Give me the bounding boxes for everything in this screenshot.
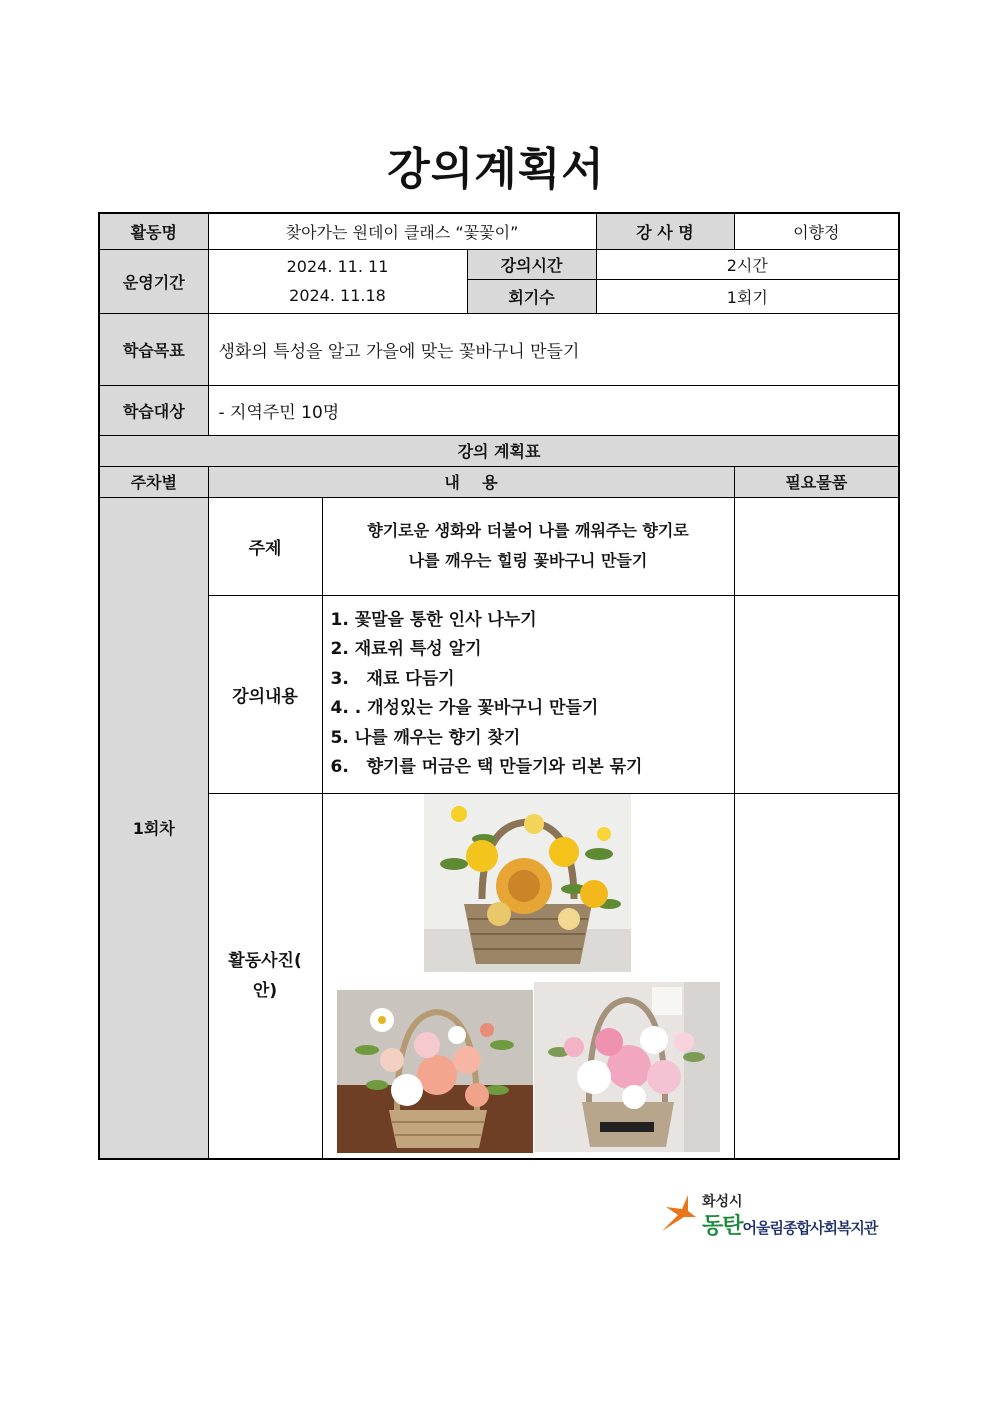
yellow-flower-basket-photo <box>424 794 631 972</box>
white-peach-flower-basket-photo <box>337 990 533 1153</box>
target-value: - 지역주민 10명 <box>208 385 899 435</box>
logo-city: 화성시 <box>702 1194 743 1210</box>
lecture-plan-table <box>98 212 900 1160</box>
logo-name <box>702 1209 877 1240</box>
content-list-cell <box>322 595 734 793</box>
activity-value: 찾아가는 원데이 클래스 “꽃꽃이” <box>208 213 596 249</box>
topic-text <box>322 497 734 595</box>
goal-value: 생화의 특성을 알고 가을에 맞는 꽃바구니 만들기 <box>208 313 899 385</box>
content-label: 강의내용 <box>208 595 322 793</box>
col-content: 내 용 <box>208 466 734 497</box>
content-item: 1. 꽃말을 통한 인사 나누기 <box>330 609 537 630</box>
col-week: 주차별 <box>99 466 208 497</box>
period-row <box>99 249 899 279</box>
period-start-date: 2024. 11. 11 <box>286 257 389 276</box>
instructor-label: 강 사 명 <box>596 213 734 249</box>
goal-label: 학습목표 <box>99 313 208 385</box>
content-item: 4. . 개성있는 가을 꽃바구니 만들기 <box>330 698 599 718</box>
logo-name-big: 동탄 <box>702 1214 743 1239</box>
period-label: 운영기간 <box>99 249 208 313</box>
supplies-cell <box>734 497 899 595</box>
topic-row <box>99 497 899 595</box>
photos-area <box>323 794 734 1158</box>
photo-label-line: 활동사진( <box>228 950 302 971</box>
supplies-cell <box>734 793 899 1159</box>
schedule-section-title: 강의 계획표 <box>99 435 899 466</box>
photo-row <box>99 793 899 1159</box>
activity-row <box>99 213 899 249</box>
content-item: 3. 재료 다듬기 <box>330 668 455 689</box>
content-item: 6. 향기를 머금은 택 만들기와 리본 묶기 <box>330 757 643 777</box>
sessions-value: 1회기 <box>596 279 899 313</box>
schedule-header-row <box>99 435 899 466</box>
photo-label <box>208 793 322 1159</box>
content-item: 2. 재료위 특성 알기 <box>330 639 482 659</box>
schedule-columns-row <box>99 466 899 497</box>
organization-logo <box>658 1191 898 1243</box>
content-item: 5. 나를 깨우는 향기 찾기 <box>330 727 521 748</box>
photo-label-line: 안) <box>252 980 278 1001</box>
photos-cell <box>322 793 734 1159</box>
period-dates <box>208 249 467 313</box>
logo-mark-icon <box>658 1193 698 1233</box>
topic-label: 주제 <box>208 497 322 595</box>
target-row <box>99 385 899 435</box>
lecture-time-value: 2시간 <box>596 249 899 279</box>
logo-name-small: 어울림종합사회복지관 <box>742 1219 878 1237</box>
period-end-date: 2024. 11.18 <box>289 286 386 305</box>
lecture-time-label: 강의시간 <box>467 249 596 279</box>
sessions-label: 회기수 <box>467 279 596 313</box>
col-supplies: 필요물품 <box>734 466 899 497</box>
pink-flower-basket-photo <box>534 982 720 1152</box>
goal-row <box>99 313 899 385</box>
instructor-value: 이향정 <box>734 213 899 249</box>
topic-line: 나를 깨우는 힐링 꽃바구니 만들기 <box>408 551 648 570</box>
document-title: 강의계획서 <box>387 144 605 195</box>
activity-label: 활동명 <box>99 213 208 249</box>
supplies-cell <box>734 595 899 793</box>
topic-line: 향기로운 생화와 더불어 나를 깨워주는 향기로 <box>367 521 689 540</box>
content-list <box>323 606 734 783</box>
session-label: 1회차 <box>99 497 208 1159</box>
content-row <box>99 595 899 793</box>
target-label: 학습대상 <box>99 385 208 435</box>
